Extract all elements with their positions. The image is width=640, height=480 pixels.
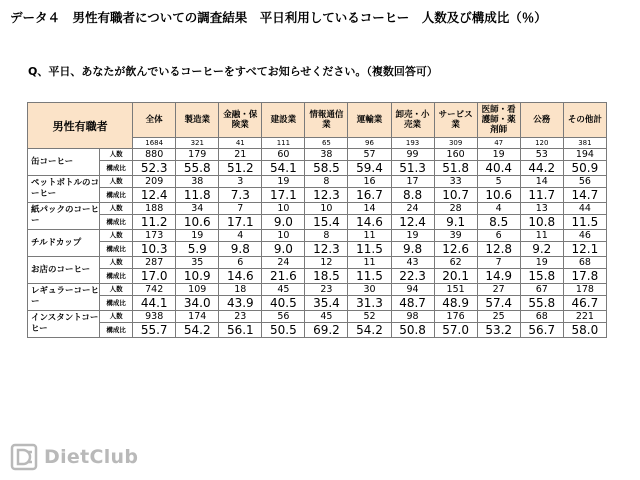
ratio-cell: 20.1 bbox=[434, 269, 477, 284]
ratio-cell: 15.4 bbox=[305, 215, 348, 230]
column-total: 111 bbox=[262, 138, 305, 149]
count-cell: 938 bbox=[133, 311, 176, 323]
survey-question: Q、平日、あなたが飲んでいるコーヒーをすべてお知らせください。（複数回答可） bbox=[28, 65, 438, 78]
ratio-cell: 11.5 bbox=[348, 269, 391, 284]
column-total: 381 bbox=[563, 138, 606, 149]
count-cell: 10 bbox=[262, 230, 305, 242]
count-cell: 23 bbox=[305, 284, 348, 296]
ratio-cell: 9.0 bbox=[262, 242, 305, 257]
ratio-cell: 55.8 bbox=[520, 296, 563, 311]
count-cell: 56 bbox=[262, 311, 305, 323]
count-cell: 67 bbox=[520, 284, 563, 296]
ratio-cell: 8.5 bbox=[477, 215, 520, 230]
ratio-cell: 16.7 bbox=[348, 188, 391, 203]
ratio-cell: 12.3 bbox=[305, 188, 348, 203]
table-row bbox=[28, 296, 607, 311]
ratio-cell: 11.5 bbox=[348, 242, 391, 257]
count-label: 人数 bbox=[100, 203, 133, 215]
table-row bbox=[28, 269, 607, 284]
count-cell: 109 bbox=[176, 284, 219, 296]
count-cell: 38 bbox=[305, 149, 348, 161]
count-cell: 5 bbox=[477, 176, 520, 188]
ratio-cell: 12.6 bbox=[434, 242, 477, 257]
table-row bbox=[28, 323, 607, 338]
count-cell: 25 bbox=[477, 311, 520, 323]
count-cell: 179 bbox=[176, 149, 219, 161]
ratio-cell: 7.3 bbox=[219, 188, 262, 203]
count-cell: 11 bbox=[348, 230, 391, 242]
logo-text: DietClub bbox=[44, 446, 139, 468]
ratio-cell: 52.3 bbox=[133, 161, 176, 176]
column-header: 医師・看護師・薬剤師 bbox=[477, 103, 520, 138]
ratio-label: 構成比 bbox=[100, 296, 133, 311]
page-title: データ４ 男性有職者についての調査結果 平日利用しているコーヒー 人数及び構成比（％） bbox=[10, 10, 547, 25]
table-row bbox=[28, 311, 607, 323]
ratio-cell: 18.5 bbox=[305, 269, 348, 284]
count-cell: 10 bbox=[305, 203, 348, 215]
count-cell: 27 bbox=[477, 284, 520, 296]
ratio-cell: 10.8 bbox=[520, 215, 563, 230]
count-cell: 7 bbox=[219, 203, 262, 215]
count-cell: 6 bbox=[477, 230, 520, 242]
count-cell: 3 bbox=[219, 176, 262, 188]
dietclub-logo-icon bbox=[10, 443, 38, 471]
count-cell: 7 bbox=[477, 257, 520, 269]
survey-table-body bbox=[28, 149, 607, 338]
ratio-cell: 14.7 bbox=[563, 188, 606, 203]
ratio-cell: 58.5 bbox=[305, 161, 348, 176]
count-cell: 287 bbox=[133, 257, 176, 269]
ratio-cell: 10.3 bbox=[133, 242, 176, 257]
ratio-cell: 11.5 bbox=[563, 215, 606, 230]
ratio-cell: 5.9 bbox=[176, 242, 219, 257]
ratio-cell: 11.8 bbox=[176, 188, 219, 203]
ratio-cell: 59.4 bbox=[348, 161, 391, 176]
ratio-cell: 58.0 bbox=[563, 323, 606, 338]
ratio-cell: 12.1 bbox=[563, 242, 606, 257]
ratio-cell: 44.2 bbox=[520, 161, 563, 176]
dietclub-logo bbox=[10, 443, 138, 471]
count-cell: 62 bbox=[434, 257, 477, 269]
ratio-cell: 43.9 bbox=[219, 296, 262, 311]
count-cell: 33 bbox=[434, 176, 477, 188]
ratio-cell: 22.3 bbox=[391, 269, 434, 284]
count-cell: 221 bbox=[563, 311, 606, 323]
ratio-cell: 10.6 bbox=[477, 188, 520, 203]
count-cell: 14 bbox=[348, 203, 391, 215]
count-cell: 11 bbox=[348, 257, 391, 269]
table-row bbox=[28, 176, 607, 188]
count-cell: 39 bbox=[434, 230, 477, 242]
ratio-cell: 57.0 bbox=[434, 323, 477, 338]
count-cell: 45 bbox=[262, 284, 305, 296]
count-label: 人数 bbox=[100, 149, 133, 161]
column-header: 卸売・小売業 bbox=[391, 103, 434, 138]
column-header: 全体 bbox=[133, 103, 176, 138]
ratio-cell: 46.7 bbox=[563, 296, 606, 311]
ratio-label: 構成比 bbox=[100, 161, 133, 176]
row-label: インスタントコーヒー bbox=[28, 311, 100, 338]
ratio-cell: 14.9 bbox=[477, 269, 520, 284]
count-cell: 209 bbox=[133, 176, 176, 188]
count-cell: 16 bbox=[348, 176, 391, 188]
ratio-label: 構成比 bbox=[100, 323, 133, 338]
count-cell: 60 bbox=[262, 149, 305, 161]
row-label: チルドカップ bbox=[28, 230, 100, 257]
count-cell: 35 bbox=[176, 257, 219, 269]
ratio-cell: 12.4 bbox=[391, 215, 434, 230]
count-cell: 8 bbox=[305, 230, 348, 242]
column-header: サービス業 bbox=[434, 103, 477, 138]
column-header: 運輸業 bbox=[348, 103, 391, 138]
ratio-cell: 31.3 bbox=[348, 296, 391, 311]
survey-table bbox=[27, 102, 607, 338]
count-cell: 68 bbox=[563, 257, 606, 269]
column-total: 193 bbox=[391, 138, 434, 149]
ratio-cell: 15.8 bbox=[520, 269, 563, 284]
ratio-cell: 40.4 bbox=[477, 161, 520, 176]
ratio-cell: 50.9 bbox=[563, 161, 606, 176]
count-cell: 56 bbox=[563, 176, 606, 188]
count-label: 人数 bbox=[100, 311, 133, 323]
ratio-cell: 35.4 bbox=[305, 296, 348, 311]
count-cell: 44 bbox=[563, 203, 606, 215]
column-total: 120 bbox=[520, 138, 563, 149]
count-cell: 19 bbox=[262, 176, 305, 188]
row-label: レギュラーコーヒー bbox=[28, 284, 100, 311]
ratio-cell: 9.1 bbox=[434, 215, 477, 230]
ratio-cell: 54.2 bbox=[176, 323, 219, 338]
column-header: 情報通信業 bbox=[305, 103, 348, 138]
table-row bbox=[28, 230, 607, 242]
count-label: 人数 bbox=[100, 284, 133, 296]
count-cell: 53 bbox=[520, 149, 563, 161]
ratio-cell: 17.0 bbox=[133, 269, 176, 284]
ratio-label: 構成比 bbox=[100, 242, 133, 257]
ratio-cell: 54.2 bbox=[348, 323, 391, 338]
ratio-label: 構成比 bbox=[100, 269, 133, 284]
count-cell: 10 bbox=[262, 203, 305, 215]
count-cell: 24 bbox=[262, 257, 305, 269]
ratio-cell: 10.7 bbox=[434, 188, 477, 203]
column-total: 1684 bbox=[133, 138, 176, 149]
count-cell: 94 bbox=[391, 284, 434, 296]
count-label: 人数 bbox=[100, 230, 133, 242]
ratio-cell: 51.8 bbox=[434, 161, 477, 176]
ratio-cell: 10.6 bbox=[176, 215, 219, 230]
ratio-cell: 9.2 bbox=[520, 242, 563, 257]
ratio-cell: 12.3 bbox=[305, 242, 348, 257]
table-row bbox=[28, 284, 607, 296]
column-total: 309 bbox=[434, 138, 477, 149]
ratio-cell: 12.8 bbox=[477, 242, 520, 257]
count-cell: 173 bbox=[133, 230, 176, 242]
count-cell: 19 bbox=[520, 257, 563, 269]
table-row bbox=[28, 188, 607, 203]
ratio-cell: 44.1 bbox=[133, 296, 176, 311]
column-total: 321 bbox=[176, 138, 219, 149]
count-cell: 38 bbox=[176, 176, 219, 188]
count-cell: 57 bbox=[348, 149, 391, 161]
column-total: 41 bbox=[219, 138, 262, 149]
corner-header: 男性有職者 bbox=[28, 103, 133, 149]
ratio-cell: 10.9 bbox=[176, 269, 219, 284]
ratio-cell: 48.9 bbox=[434, 296, 477, 311]
count-cell: 11 bbox=[520, 230, 563, 242]
column-total: 47 bbox=[477, 138, 520, 149]
count-cell: 43 bbox=[391, 257, 434, 269]
table-row bbox=[28, 257, 607, 269]
column-header: 金融・保険業 bbox=[219, 103, 262, 138]
count-cell: 34 bbox=[176, 203, 219, 215]
count-cell: 160 bbox=[434, 149, 477, 161]
ratio-cell: 9.8 bbox=[391, 242, 434, 257]
count-cell: 52 bbox=[348, 311, 391, 323]
ratio-cell: 56.1 bbox=[219, 323, 262, 338]
column-total: 65 bbox=[305, 138, 348, 149]
count-cell: 6 bbox=[219, 257, 262, 269]
count-cell: 194 bbox=[563, 149, 606, 161]
count-cell: 28 bbox=[434, 203, 477, 215]
ratio-cell: 21.6 bbox=[262, 269, 305, 284]
ratio-cell: 69.2 bbox=[305, 323, 348, 338]
count-cell: 178 bbox=[563, 284, 606, 296]
count-label: 人数 bbox=[100, 257, 133, 269]
ratio-cell: 53.2 bbox=[477, 323, 520, 338]
ratio-cell: 54.1 bbox=[262, 161, 305, 176]
count-cell: 151 bbox=[434, 284, 477, 296]
ratio-cell: 14.6 bbox=[219, 269, 262, 284]
row-label: 紙パックのコーヒー bbox=[28, 203, 100, 230]
ratio-cell: 40.5 bbox=[262, 296, 305, 311]
header-row bbox=[28, 103, 607, 138]
ratio-cell: 57.4 bbox=[477, 296, 520, 311]
table-row bbox=[28, 242, 607, 257]
count-cell: 45 bbox=[305, 311, 348, 323]
count-cell: 8 bbox=[305, 176, 348, 188]
count-cell: 880 bbox=[133, 149, 176, 161]
ratio-cell: 51.3 bbox=[391, 161, 434, 176]
ratio-cell: 50.5 bbox=[262, 323, 305, 338]
count-cell: 14 bbox=[520, 176, 563, 188]
count-cell: 17 bbox=[391, 176, 434, 188]
ratio-cell: 17.8 bbox=[563, 269, 606, 284]
ratio-cell: 11.7 bbox=[520, 188, 563, 203]
column-total: 96 bbox=[348, 138, 391, 149]
column-header: 製造業 bbox=[176, 103, 219, 138]
count-cell: 4 bbox=[219, 230, 262, 242]
ratio-cell: 8.8 bbox=[391, 188, 434, 203]
ratio-cell: 56.7 bbox=[520, 323, 563, 338]
row-label: ペットボトルのコーヒー bbox=[28, 176, 100, 203]
ratio-cell: 55.7 bbox=[133, 323, 176, 338]
count-cell: 23 bbox=[219, 311, 262, 323]
count-cell: 24 bbox=[391, 203, 434, 215]
row-label: 缶コーヒー bbox=[28, 149, 100, 176]
count-cell: 176 bbox=[434, 311, 477, 323]
ratio-cell: 34.0 bbox=[176, 296, 219, 311]
column-header: 建設業 bbox=[262, 103, 305, 138]
table-row bbox=[28, 161, 607, 176]
column-header: 公務 bbox=[520, 103, 563, 138]
count-cell: 19 bbox=[391, 230, 434, 242]
ratio-cell: 14.6 bbox=[348, 215, 391, 230]
count-cell: 46 bbox=[563, 230, 606, 242]
count-cell: 13 bbox=[520, 203, 563, 215]
ratio-cell: 55.8 bbox=[176, 161, 219, 176]
ratio-cell: 12.4 bbox=[133, 188, 176, 203]
ratio-cell: 48.7 bbox=[391, 296, 434, 311]
count-cell: 18 bbox=[219, 284, 262, 296]
count-cell: 19 bbox=[176, 230, 219, 242]
ratio-cell: 17.1 bbox=[219, 215, 262, 230]
ratio-cell: 9.0 bbox=[262, 215, 305, 230]
row-label: お店のコーヒー bbox=[28, 257, 100, 284]
count-cell: 19 bbox=[477, 149, 520, 161]
count-cell: 742 bbox=[133, 284, 176, 296]
count-cell: 30 bbox=[348, 284, 391, 296]
ratio-cell: 9.8 bbox=[219, 242, 262, 257]
ratio-cell: 17.1 bbox=[262, 188, 305, 203]
count-cell: 188 bbox=[133, 203, 176, 215]
ratio-label: 構成比 bbox=[100, 188, 133, 203]
ratio-cell: 11.2 bbox=[133, 215, 176, 230]
count-label: 人数 bbox=[100, 176, 133, 188]
ratio-cell: 51.2 bbox=[219, 161, 262, 176]
ratio-label: 構成比 bbox=[100, 215, 133, 230]
count-cell: 99 bbox=[391, 149, 434, 161]
count-cell: 21 bbox=[219, 149, 262, 161]
count-cell: 12 bbox=[305, 257, 348, 269]
count-cell: 68 bbox=[520, 311, 563, 323]
count-cell: 98 bbox=[391, 311, 434, 323]
count-cell: 4 bbox=[477, 203, 520, 215]
table-row bbox=[28, 203, 607, 215]
column-header: その他計 bbox=[563, 103, 606, 138]
ratio-cell: 50.8 bbox=[391, 323, 434, 338]
table-row bbox=[28, 149, 607, 161]
table-row bbox=[28, 215, 607, 230]
count-cell: 174 bbox=[176, 311, 219, 323]
